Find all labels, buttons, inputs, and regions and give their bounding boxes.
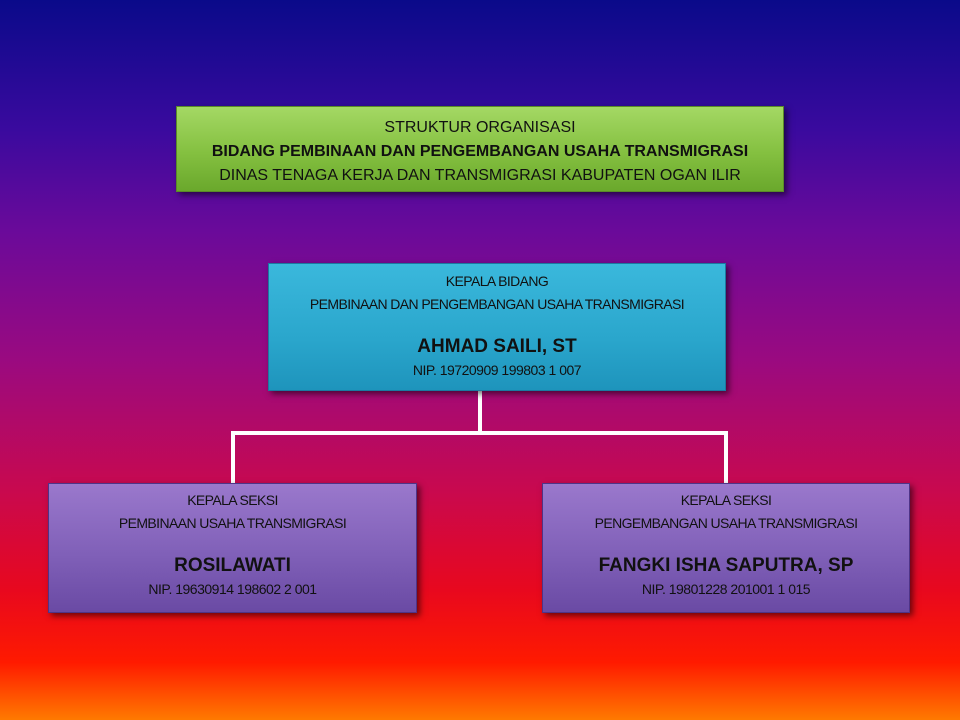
head-name: AHMAD SAILI, ST	[417, 336, 577, 357]
head-unit: PEMBINAAN DAN PENGEMBANGAN USAHA TRANSMIGRASI	[309, 296, 685, 312]
connector-head-down	[478, 391, 482, 433]
title-line-2: BIDANG PEMBINAAN DAN PENGEMBANGAN USAHA TRANSMIGRASI	[211, 143, 749, 160]
section-unit: PEMBINAAN USAHA TRANSMIGRASI	[118, 515, 347, 531]
section-unit: PENGEMBANGAN USAHA TRANSMIGRASI	[594, 515, 858, 531]
head-of-division-box	[268, 263, 726, 391]
section-nip: NIP. 19630914 198602 2 001	[148, 581, 317, 597]
head-role: KEPALA BIDANG	[445, 273, 549, 289]
section-name: FANGKI ISHA SAPUTRA, SP	[598, 555, 854, 576]
connector-left-down	[231, 431, 235, 483]
section-name: ROSILAWATI	[174, 555, 291, 576]
section-role: KEPALA SEKSI	[187, 492, 278, 508]
section-nip: NIP. 19801228 201001 1 015	[641, 581, 811, 597]
title-line-3: DINAS TENAGA KERJA DAN TRANSMIGRASI KABUPATEN OGAN ILIR	[219, 167, 741, 184]
connector-horizontal	[231, 431, 728, 435]
section-box-pembinaan	[48, 483, 417, 613]
title-line-1: STRUKTUR ORGANISASI	[384, 119, 576, 136]
head-nip: NIP. 19720909 199803 1 007	[412, 362, 582, 378]
section-box-pengembangan	[542, 483, 910, 613]
connector-right-down	[724, 431, 728, 483]
section-role: KEPALA SEKSI	[680, 492, 772, 508]
chart-title-box	[176, 106, 784, 192]
